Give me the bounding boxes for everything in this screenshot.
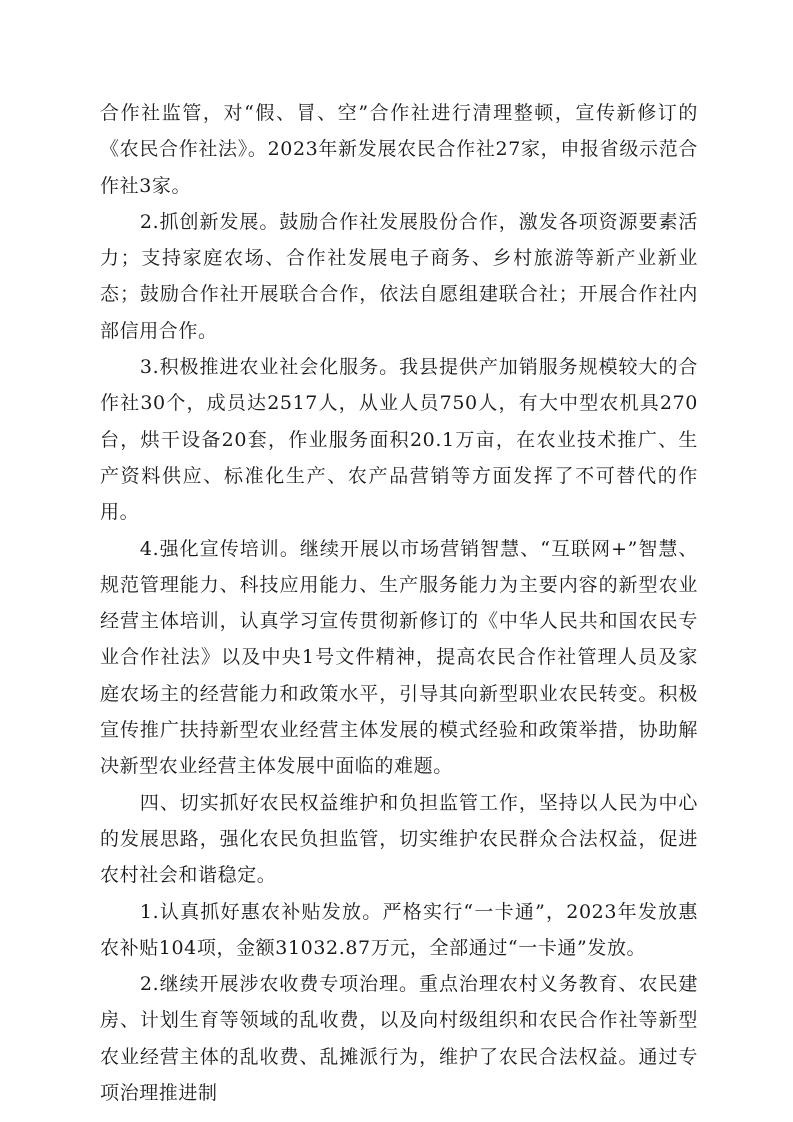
paragraph-cooperative-supervision: 合作社监管，对“假、冒、空”合作社进行清理整顿，宣传新修订的《农民合作社法》。2023年新发展农民合作社27家，申报省级示范合作社3家。 xyxy=(100,102,698,197)
paragraph-socialized-services: 3.积极推进农业社会化服务。我县提供产加销服务规模较大的合作社30个，成员达2517人，从业人员750人，有大中型农机具270台，烘干设备20套，作业服务面积20.1万亩，在农业技术推广、生产资料供应、标准化生产、农产品营销等方面发挥了不可替代的作用。 xyxy=(100,356,698,524)
paragraph-publicity-training: 4.强化宣传培训。继续开展以市场营销智慧、“互联网+”智慧、规范管理能力、科技应用能力、生产服务能力为主要内容的新型农业经营主体培训，认真学习宣传贯彻新修订的《中华人民共和国农民专业合作社法》以及中央1号文件精神，提高农民合作社管理人员及家庭农场主的经营能力和政策水平，引导其向新型职业农民转变。积极宣传推广扶持新型农业经营主体发展的模式经验和政策举措，协助解决新型农业经营主体发展中面临的难题。 xyxy=(100,537,698,778)
paragraph-innovation-development: 2.抓创新发展。鼓励合作社发展股份合作，激发各项资源要素活力；支持家庭农场、合作社发展电子商务、乡村旅游等新产业新业态；鼓励合作社开展联合合作，依法自愿组建联合社；开展合作社内部信用合作。 xyxy=(100,210,698,342)
section-heading-farmer-rights: 四、切实抓好农民权益维护和负担监管工作，坚持以人民为中心的发展思路，强化农民负担监管，切实维护农民群众合法权益，促进农村社会和谐稳定。 xyxy=(100,791,698,887)
paragraph-subsidy-distribution: 1.认真抓好惠农补贴发放。严格实行“一卡通”，2023年发放惠农补贴104项，金额31032.87万元，全部通过“一卡通”发放。 xyxy=(100,900,698,959)
paragraph-fee-governance: 2.继续开展涉农收费专项治理。重点治理农村义务教育、农民建房、计划生育等领域的乱收费，以及向村级组织和农民合作社等新型农业经营主体的乱收费、乱摊派行为，维护了农民合法权益。通过专项治理推进制 xyxy=(100,973,698,1105)
document-body xyxy=(100,95,698,1111)
